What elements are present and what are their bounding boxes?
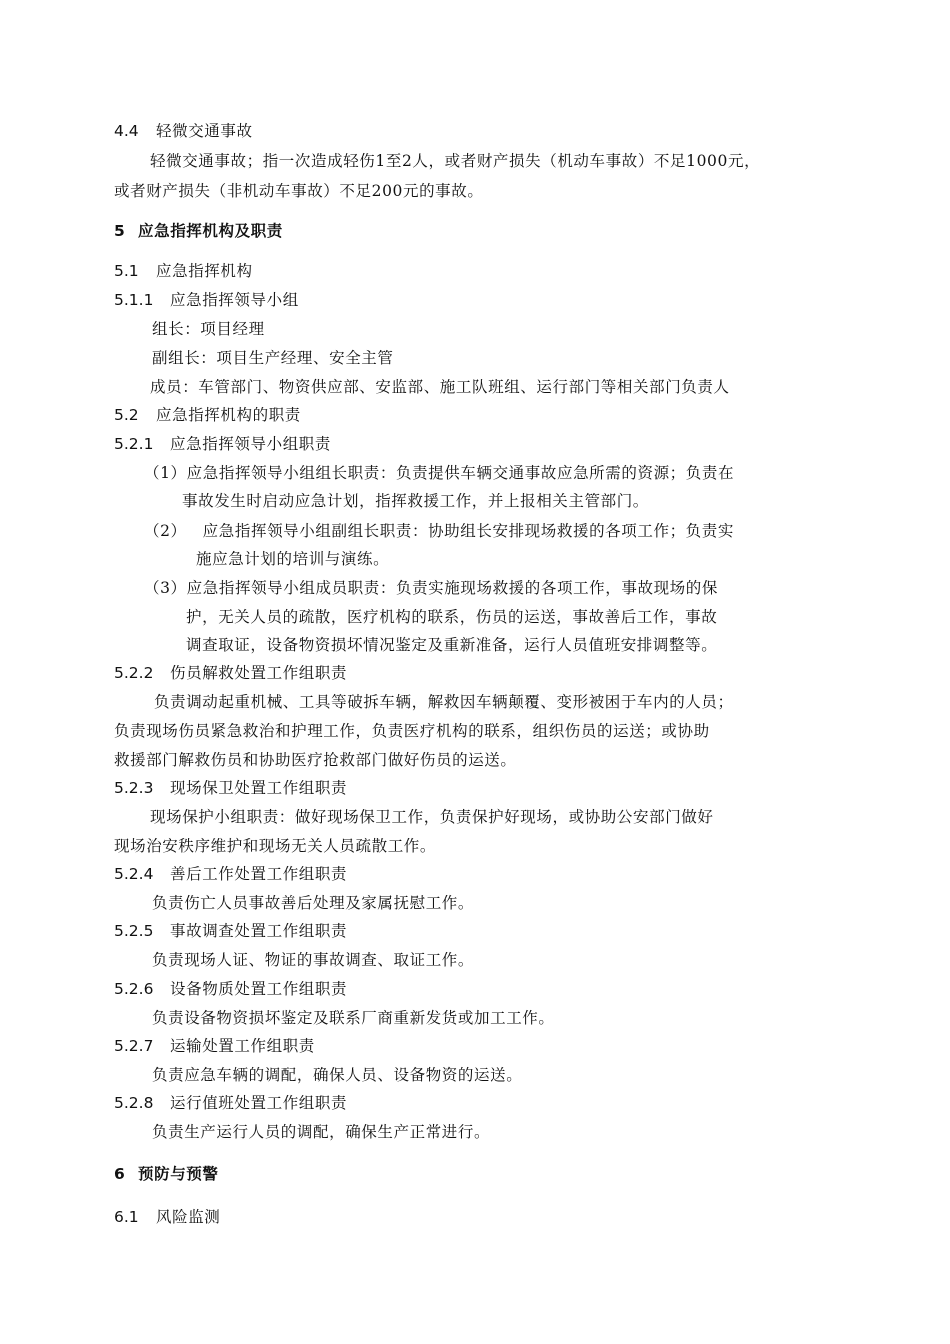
- section-number: 5.2.4: [114, 865, 154, 883]
- heading-6: [114, 1163, 219, 1185]
- section-number: 4.4: [114, 122, 139, 140]
- section-title: 伤员解救处置工作组职责: [170, 664, 348, 682]
- section-title: 应急指挥领导小组: [170, 291, 299, 309]
- paragraph-line: 施应急计划的培训与演练。: [196, 550, 390, 568]
- paragraph-line: 护，无关人员的疏散，医疗机构的联系，伤员的运送，事故善后工作，事故: [186, 608, 718, 626]
- heading-5-2-4: [114, 863, 347, 885]
- heading-5-2-2: [114, 662, 347, 684]
- list-label: （2）: [144, 522, 187, 540]
- heading-5-2: [114, 404, 301, 426]
- paragraph-line: 负责应急车辆的调配，确保人员、设备物资的运送。: [152, 1066, 523, 1084]
- section-number: 5: [114, 222, 125, 240]
- heading-5-2-6: [114, 978, 347, 1000]
- heading-5-1: [114, 260, 253, 282]
- section-number: 5.2.8: [114, 1094, 154, 1112]
- paragraph-line: 组长：项目经理: [152, 320, 265, 338]
- list-text: 应急指挥领导小组副组长职责：协助组长安排现场救援的各项工作；负责实: [202, 522, 734, 540]
- section-number: 5.2.1: [114, 435, 154, 453]
- section-title: 善后工作处置工作组职责: [170, 865, 348, 883]
- heading-4-4: [114, 120, 253, 142]
- heading-5-2-5: [114, 920, 347, 942]
- section-title: 应急指挥机构及职责: [138, 222, 283, 240]
- paragraph-line: 负责现场人证、物证的事故调查、取证工作。: [152, 951, 475, 969]
- paragraph-line: 成员：车管部门、物资供应部、安监部、施工队班组、运行部门等相关部门负责人: [150, 378, 730, 396]
- paragraph-line: 现场保护小组职责：做好现场保卫工作，负责保护好现场，或协助公安部门做好: [150, 808, 714, 826]
- section-number: 5.2.7: [114, 1037, 154, 1055]
- paragraph-line: 负责设备物资损坏鉴定及联系厂商重新发货或加工工作。: [152, 1009, 555, 1027]
- paragraph-line: 副组长：项目生产经理、安全主管: [152, 349, 394, 367]
- heading-5: [114, 220, 283, 242]
- heading-5-1-1: [114, 289, 299, 311]
- list-item-3: [144, 577, 718, 599]
- section-number: 5.2: [114, 406, 139, 424]
- list-label: （1）: [144, 464, 187, 482]
- section-title: 风险监测: [156, 1208, 221, 1226]
- paragraph-line: 负责伤亡人员事故善后处理及家属抚慰工作。: [152, 894, 475, 912]
- paragraph-line: 或者财产损失（非机动车事故）不足200元的事故。: [114, 182, 484, 200]
- section-number: 5.2.2: [114, 664, 154, 682]
- section-number: 5.1: [114, 262, 139, 280]
- section-title: 应急指挥机构的职责: [156, 406, 301, 424]
- paragraph-line: 负责调动起重机械、工具等破拆车辆，解救因车辆颠覆、变形被困于车内的人员；: [154, 693, 734, 711]
- paragraph-line: 负责生产运行人员的调配，确保生产正常进行。: [152, 1123, 491, 1141]
- section-title: 事故调查处置工作组职责: [170, 922, 348, 940]
- section-title: 运行值班处置工作组职责: [170, 1094, 348, 1112]
- paragraph-line: 现场治安秩序维护和现场无关人员疏散工作。: [114, 837, 437, 855]
- section-title: 运输处置工作组职责: [170, 1037, 315, 1055]
- list-text: 应急指挥领导小组成员职责：负责实施现场救援的各项工作，事故现场的保: [186, 579, 718, 597]
- paragraph-line: 调查取证，设备物资损坏情况鉴定及重新准备，运行人员值班安排调整等。: [186, 636, 718, 654]
- paragraph-line: 轻微交通事故；指一次造成轻伤1至2人，或者财产损失（机动车事故）不足1000元，: [150, 152, 761, 170]
- paragraph-line: 负责现场伤员紧急救治和护理工作，负责医疗机构的联系，组织伤员的运送；或协助: [114, 722, 710, 740]
- list-label: （3）: [144, 579, 187, 597]
- section-number: 5.2.5: [114, 922, 154, 940]
- section-number: 5.2.6: [114, 980, 154, 998]
- section-title: 设备物质处置工作组职责: [170, 980, 348, 998]
- section-title: 轻微交通事故: [156, 122, 253, 140]
- section-title: 预防与预警: [138, 1165, 219, 1183]
- section-number: 5.2.3: [114, 779, 154, 797]
- section-number: 5.1.1: [114, 291, 154, 309]
- heading-5-2-7: [114, 1035, 315, 1057]
- section-number: 6.1: [114, 1208, 139, 1226]
- section-title: 应急指挥机构: [156, 262, 253, 280]
- section-title: 现场保卫处置工作组职责: [170, 779, 348, 797]
- heading-5-2-8: [114, 1092, 347, 1114]
- paragraph-line: 事故发生时启动应急计划，指挥救援工作，并上报相关主管部门。: [182, 492, 649, 510]
- heading-5-2-3: [114, 777, 347, 799]
- section-number: 6: [114, 1165, 125, 1183]
- heading-6-1: [114, 1206, 220, 1228]
- heading-5-2-1: [114, 433, 331, 455]
- paragraph-line: 救援部门解救伤员和协助医疗抢救部门做好伤员的运送。: [114, 751, 517, 769]
- section-title: 应急指挥领导小组职责: [170, 435, 332, 453]
- list-text: 应急指挥领导小组组长职责：负责提供车辆交通事故应急所需的资源；负责在: [186, 464, 735, 482]
- list-item-2: [144, 520, 734, 542]
- list-item-1: [144, 462, 734, 484]
